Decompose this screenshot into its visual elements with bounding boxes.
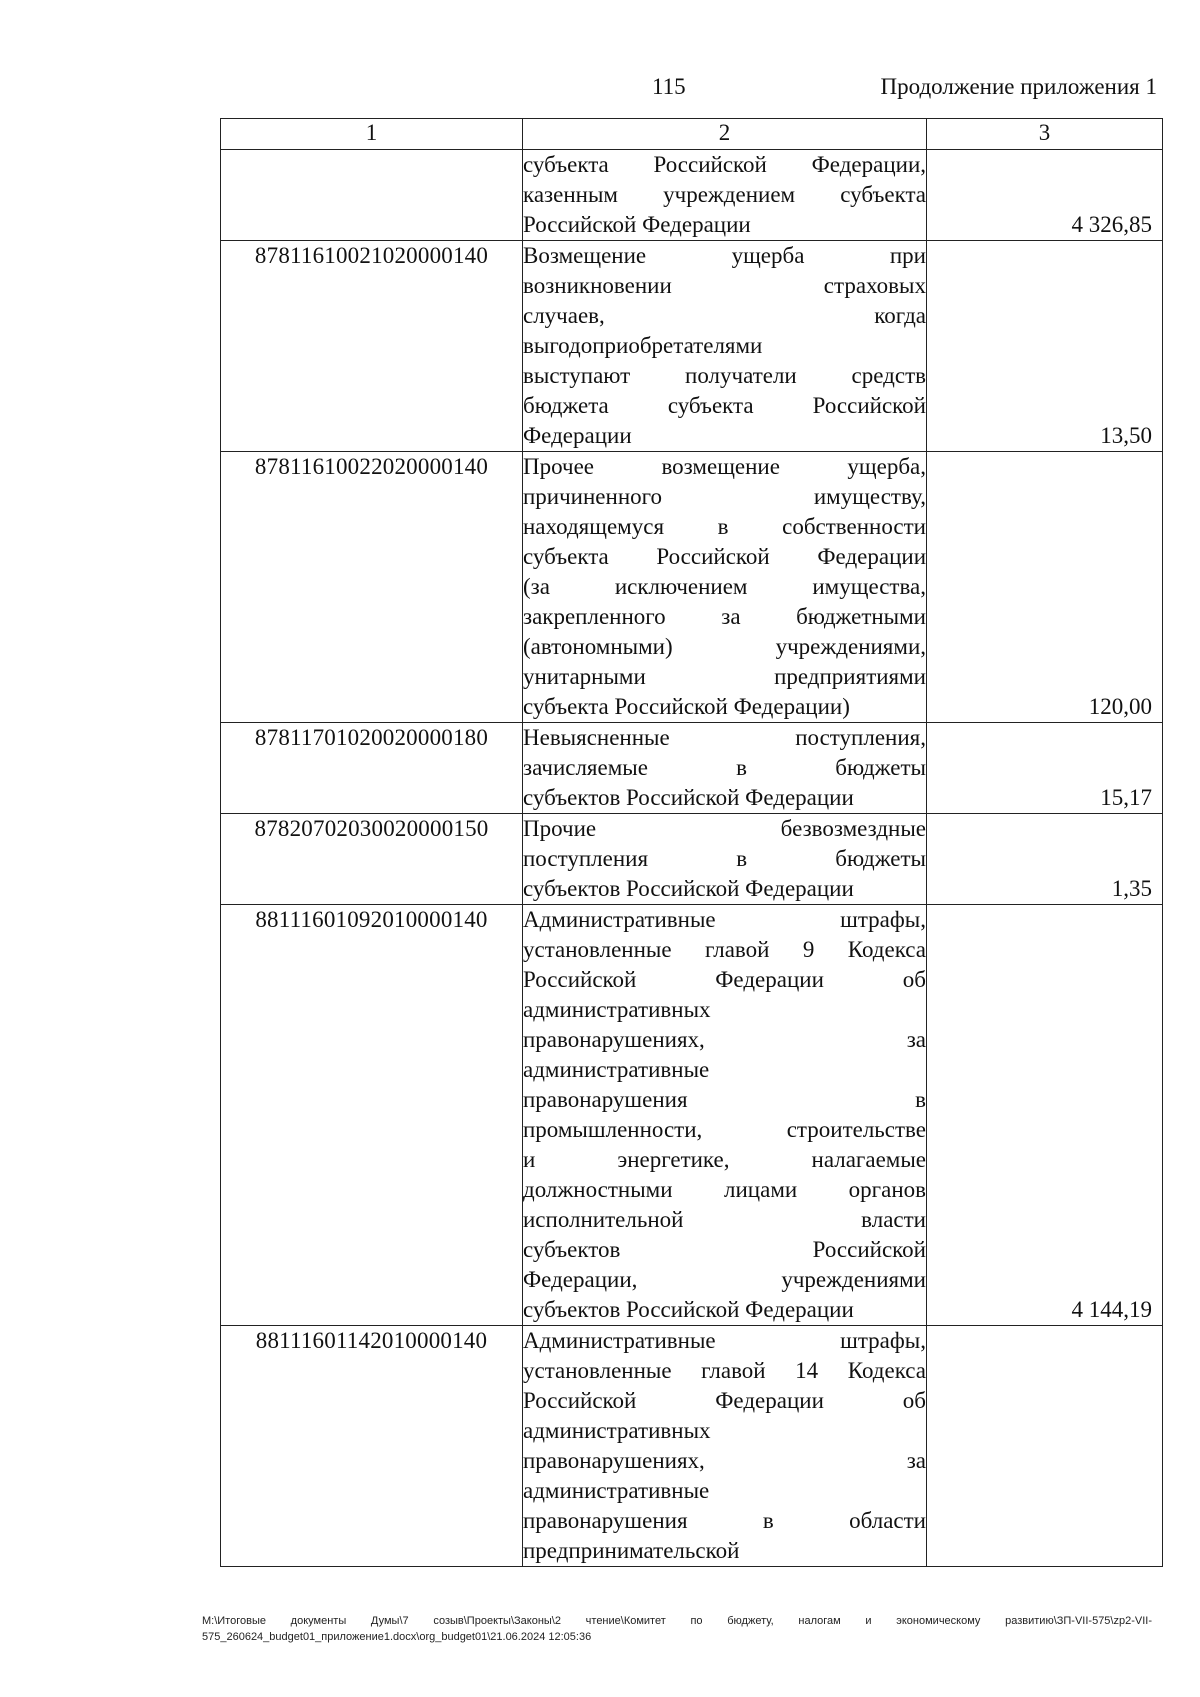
description-line: случаев, когда — [523, 303, 926, 328]
description-cell — [523, 723, 927, 814]
amount-cell — [927, 1326, 1163, 1567]
table-row — [221, 150, 1163, 241]
budget-table — [220, 118, 1163, 1567]
budget-code-cell: 87811610022020000140 — [221, 452, 523, 723]
description-line: Российской Федерации об — [523, 1388, 926, 1413]
continuation-label: Продолжение приложения 1 — [880, 74, 1157, 99]
file-path-footer: М:\Итоговые документы Думы\7 созыв\Проекты\Законы\2 чтение\Комитет по бюджету, налогам и экономическому развитию\ЗП-VII-575\zp2-VII-575_260624_budget01_приложение1.docx\org_budget01\21.06.2024 12:05:36 — [202, 1615, 1152, 1643]
column-header-3: 3 — [927, 119, 1163, 150]
description-line: выгодоприобретателями — [523, 333, 763, 358]
description-cell — [523, 1326, 927, 1567]
table-row — [221, 452, 1163, 723]
table-body — [221, 150, 1163, 1567]
amount-cell — [927, 723, 1163, 814]
budget-code-cell: 88111601142010000140 — [221, 1326, 523, 1567]
description-line: закрепленного за бюджетными — [523, 604, 926, 629]
table-row — [221, 723, 1163, 814]
description-line: Невыясненные поступления, — [523, 725, 926, 750]
description-line: бюджета субъекта Российской — [523, 393, 926, 418]
table-row — [221, 241, 1163, 452]
column-header-2: 2 — [523, 119, 927, 150]
amount-cell — [927, 905, 1163, 1326]
description-line: Прочие безвозмездные — [523, 816, 926, 841]
description-line: промышленности, строительстве — [523, 1117, 926, 1142]
description-line: Административные штрафы, — [523, 907, 926, 932]
description-line: правонарушения в области — [523, 1508, 926, 1533]
budget-code-cell: 87811610021020000140 — [221, 241, 523, 452]
description-line: Федерации, учреждениями — [523, 1267, 926, 1292]
description-line: (за исключением имущества, — [523, 574, 926, 599]
description-line: находящемуся в собственности — [523, 514, 926, 539]
description-line: Российской Федерации об — [523, 967, 926, 992]
description-cell — [523, 814, 927, 905]
description-line: и энергетике, налагаемые — [523, 1147, 926, 1172]
description-line: установленные главой 14 Кодекса — [523, 1358, 926, 1383]
description-line: выступают получатели средств — [523, 363, 926, 388]
description-line: должностными лицами органов — [523, 1177, 926, 1202]
page-number: 115 — [652, 74, 686, 99]
budget-code-cell: 87820702030020000150 — [221, 814, 523, 905]
description-line: возникновении страховых — [523, 273, 926, 298]
amount-value: 4 326,85 — [1071, 212, 1152, 237]
description-line: установленные главой 9 Кодекса — [523, 937, 926, 962]
description-line: (автономными) учреждениями, — [523, 634, 926, 659]
description-line: казенным учреждением субъекта — [523, 182, 926, 207]
amount-value: 4 144,19 — [1071, 1297, 1152, 1322]
description-line: субъекта Российской Федерации, — [523, 152, 926, 177]
description-line: Федерации — [523, 423, 632, 448]
description-line: субъектов Российской Федерации — [523, 1297, 854, 1322]
description-line: административные — [523, 1478, 710, 1503]
amount-cell — [927, 150, 1163, 241]
column-number-row — [221, 119, 1163, 150]
description-line: предпринимательской — [523, 1538, 740, 1563]
description-line: унитарными предприятиями — [523, 664, 926, 689]
description-line: причиненного имуществу, — [523, 484, 926, 509]
description-line: правонарушениях, за — [523, 1027, 926, 1052]
description-cell — [523, 241, 927, 452]
description-cell — [523, 905, 927, 1326]
description-line: субъектов Российской Федерации — [523, 785, 854, 810]
description-line: Административные штрафы, — [523, 1328, 926, 1353]
table-row — [221, 1326, 1163, 1567]
description-line: субъекта Российской Федерации — [523, 544, 926, 569]
description-line: субъектов Российской Федерации — [523, 876, 854, 901]
budget-code-cell: 87811701020020000180 — [221, 723, 523, 814]
table-row — [221, 905, 1163, 1326]
description-line: субъектов Российской — [523, 1237, 926, 1262]
amount-cell — [927, 452, 1163, 723]
description-line: административные — [523, 1057, 710, 1082]
description-line: субъекта Российской Федерации) — [523, 694, 850, 719]
table-row — [221, 814, 1163, 905]
description-line: административных — [523, 997, 711, 1022]
description-line: поступления в бюджеты — [523, 846, 926, 871]
description-line: исполнительной власти — [523, 1207, 926, 1232]
description-cell — [523, 150, 927, 241]
description-line: Возмещение ущерба при — [523, 243, 926, 268]
amount-cell — [927, 241, 1163, 452]
description-cell — [523, 452, 927, 723]
description-line: Российской Федерации — [523, 212, 751, 237]
amount-value: 120,00 — [1088, 694, 1152, 719]
amount-value: 1,35 — [1111, 876, 1152, 901]
description-line: административных — [523, 1418, 711, 1443]
budget-code-cell — [221, 150, 523, 241]
budget-code-cell: 88111601092010000140 — [221, 905, 523, 1326]
description-line: правонарушения в — [523, 1087, 926, 1112]
column-header-1: 1 — [221, 119, 523, 150]
amount-value: 15,17 — [1100, 785, 1152, 810]
amount-value: 13,50 — [1100, 423, 1152, 448]
description-line: зачисляемые в бюджеты — [523, 755, 926, 780]
description-line: правонарушениях, за — [523, 1448, 926, 1473]
description-line: Прочее возмещение ущерба, — [523, 454, 926, 479]
amount-cell — [927, 814, 1163, 905]
